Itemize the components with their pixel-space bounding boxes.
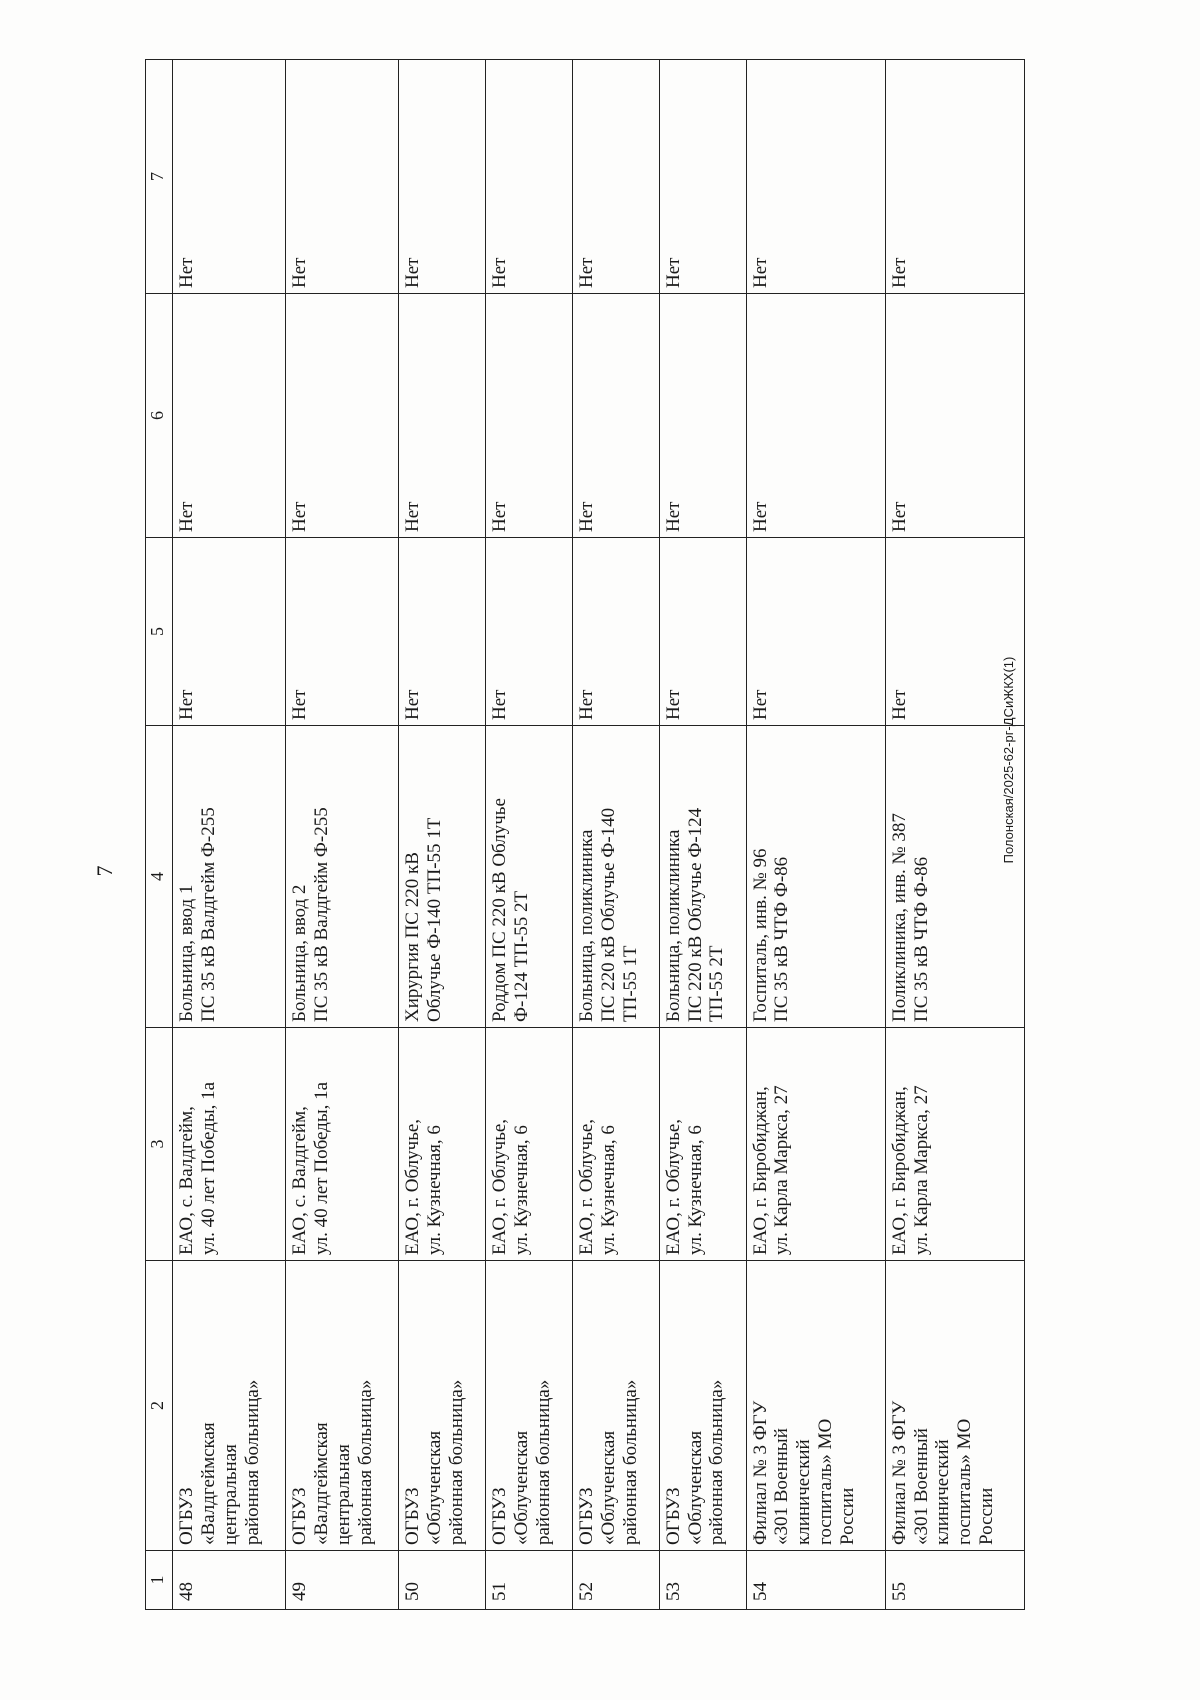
address: ЕАО, с. Валдгейм, ул. 40 лет Победы, 1а: [173, 1028, 286, 1261]
value-col-7: Нет: [659, 60, 746, 294]
organization-name: ОГБУЗ «Валдгеймская центральная районная больница»: [286, 1261, 399, 1551]
address: ЕАО, с. Валдгейм, ул. 40 лет Победы, 1а: [286, 1028, 399, 1261]
organization-name: Филиал № 3 ФГУ «301 Военный клинический госпиталь» МО России: [885, 1261, 1024, 1551]
object-feeder: Больница, поликлиника ПС 220 кВ Облучье Ф-124 ТП-55 2Т: [659, 726, 746, 1028]
row-number: 55: [885, 1551, 1024, 1610]
value-col-6: Нет: [485, 294, 572, 538]
table-row: [173, 60, 286, 1610]
value-col-5: Нет: [746, 538, 885, 726]
value-col-7: Нет: [485, 60, 572, 294]
address: ЕАО, г. Облучье, ул. Кузнечная, 6: [659, 1028, 746, 1261]
value-col-6: Нет: [885, 294, 1024, 538]
address: ЕАО, г. Облучье, ул. Кузнечная, 6: [485, 1028, 572, 1261]
organization-name: ОГБУЗ «Облученская районная больница»: [572, 1261, 659, 1551]
row-number: 54: [746, 1551, 885, 1610]
row-number: 50: [399, 1551, 486, 1610]
organization-name: ОГБУЗ «Валдгеймская центральная районная больница»: [173, 1261, 286, 1551]
column-header: 4: [146, 726, 173, 1028]
value-col-5: Нет: [572, 538, 659, 726]
table-row: [286, 60, 399, 1610]
object-feeder: Поликлиника, инв. № 387 ПС 35 кВ ЧТФ Ф-86: [885, 726, 1024, 1028]
column-header: 2: [146, 1261, 173, 1551]
value-col-6: Нет: [286, 294, 399, 538]
value-col-5: Нет: [485, 538, 572, 726]
organization-name: ОГБУЗ «Облученская районная больница»: [399, 1261, 486, 1551]
value-col-5: Нет: [286, 538, 399, 726]
organization-name: ОГБУЗ «Облученская районная больница»: [485, 1261, 572, 1551]
value-col-5: Нет: [173, 538, 286, 726]
value-col-6: Нет: [399, 294, 486, 538]
column-header: 1: [146, 1551, 173, 1610]
table-row: [885, 60, 1024, 1610]
table-row: [399, 60, 486, 1610]
value-col-6: Нет: [572, 294, 659, 538]
value-col-6: Нет: [659, 294, 746, 538]
object-feeder: Хирургия ПС 220 кВ Облучье Ф-140 ТП-55 1Т: [399, 726, 486, 1028]
object-feeder: Больница, ввод 1 ПС 35 кВ Валдгейм Ф-255: [173, 726, 286, 1028]
address: ЕАО, г. Биробиджан, ул. Карла Маркса, 27: [885, 1028, 1024, 1261]
row-number: 52: [572, 1551, 659, 1610]
column-header: 6: [146, 294, 173, 538]
row-number: 48: [173, 1551, 286, 1610]
organization-name: Филиал № 3 ФГУ «301 Военный клинический госпиталь» МО России: [746, 1261, 885, 1551]
table-row: [572, 60, 659, 1610]
organization-name: ОГБУЗ «Облученская районная больница»: [659, 1261, 746, 1551]
value-col-7: Нет: [746, 60, 885, 294]
document-reference-note: Полонская/2025-62-рг-ДСиЖКХ(1): [1001, 656, 1016, 864]
row-number: 51: [485, 1551, 572, 1610]
value-col-5: Нет: [885, 538, 1024, 726]
table-row: [659, 60, 746, 1610]
page-number: 7: [92, 865, 117, 877]
value-col-6: Нет: [173, 294, 286, 538]
power-supply-objects-table: [145, 59, 1025, 1610]
value-col-7: Нет: [173, 60, 286, 294]
object-feeder: Роддом ПС 220 кВ Облучье Ф-124 ТП-55 2Т: [485, 726, 572, 1028]
table-row: [746, 60, 885, 1610]
object-feeder: Больница, поликлиника ПС 220 кВ Облучье Ф-140 ТП-55 1Т: [572, 726, 659, 1028]
column-header: 5: [146, 538, 173, 726]
value-col-5: Нет: [659, 538, 746, 726]
column-header: 3: [146, 1028, 173, 1261]
address: ЕАО, г. Облучье, ул. Кузнечная, 6: [399, 1028, 486, 1261]
row-number: 49: [286, 1551, 399, 1610]
table-header-row: [146, 60, 173, 1610]
value-col-7: Нет: [572, 60, 659, 294]
rotated-table-container: [145, 60, 1025, 1610]
table-row: [485, 60, 572, 1610]
value-col-5: Нет: [399, 538, 486, 726]
object-feeder: Госпиталь, инв. № 96 ПС 35 кВ ЧТФ Ф-86: [746, 726, 885, 1028]
address: ЕАО, г. Облучье, ул. Кузнечная, 6: [572, 1028, 659, 1261]
value-col-7: Нет: [399, 60, 486, 294]
column-header: 7: [146, 60, 173, 294]
address: ЕАО, г. Биробиджан, ул. Карла Маркса, 27: [746, 1028, 885, 1261]
object-feeder: Больница, ввод 2 ПС 35 кВ Валдгейм Ф-255: [286, 726, 399, 1028]
value-col-7: Нет: [286, 60, 399, 294]
row-number: 53: [659, 1551, 746, 1610]
value-col-6: Нет: [746, 294, 885, 538]
value-col-7: Нет: [885, 60, 1024, 294]
